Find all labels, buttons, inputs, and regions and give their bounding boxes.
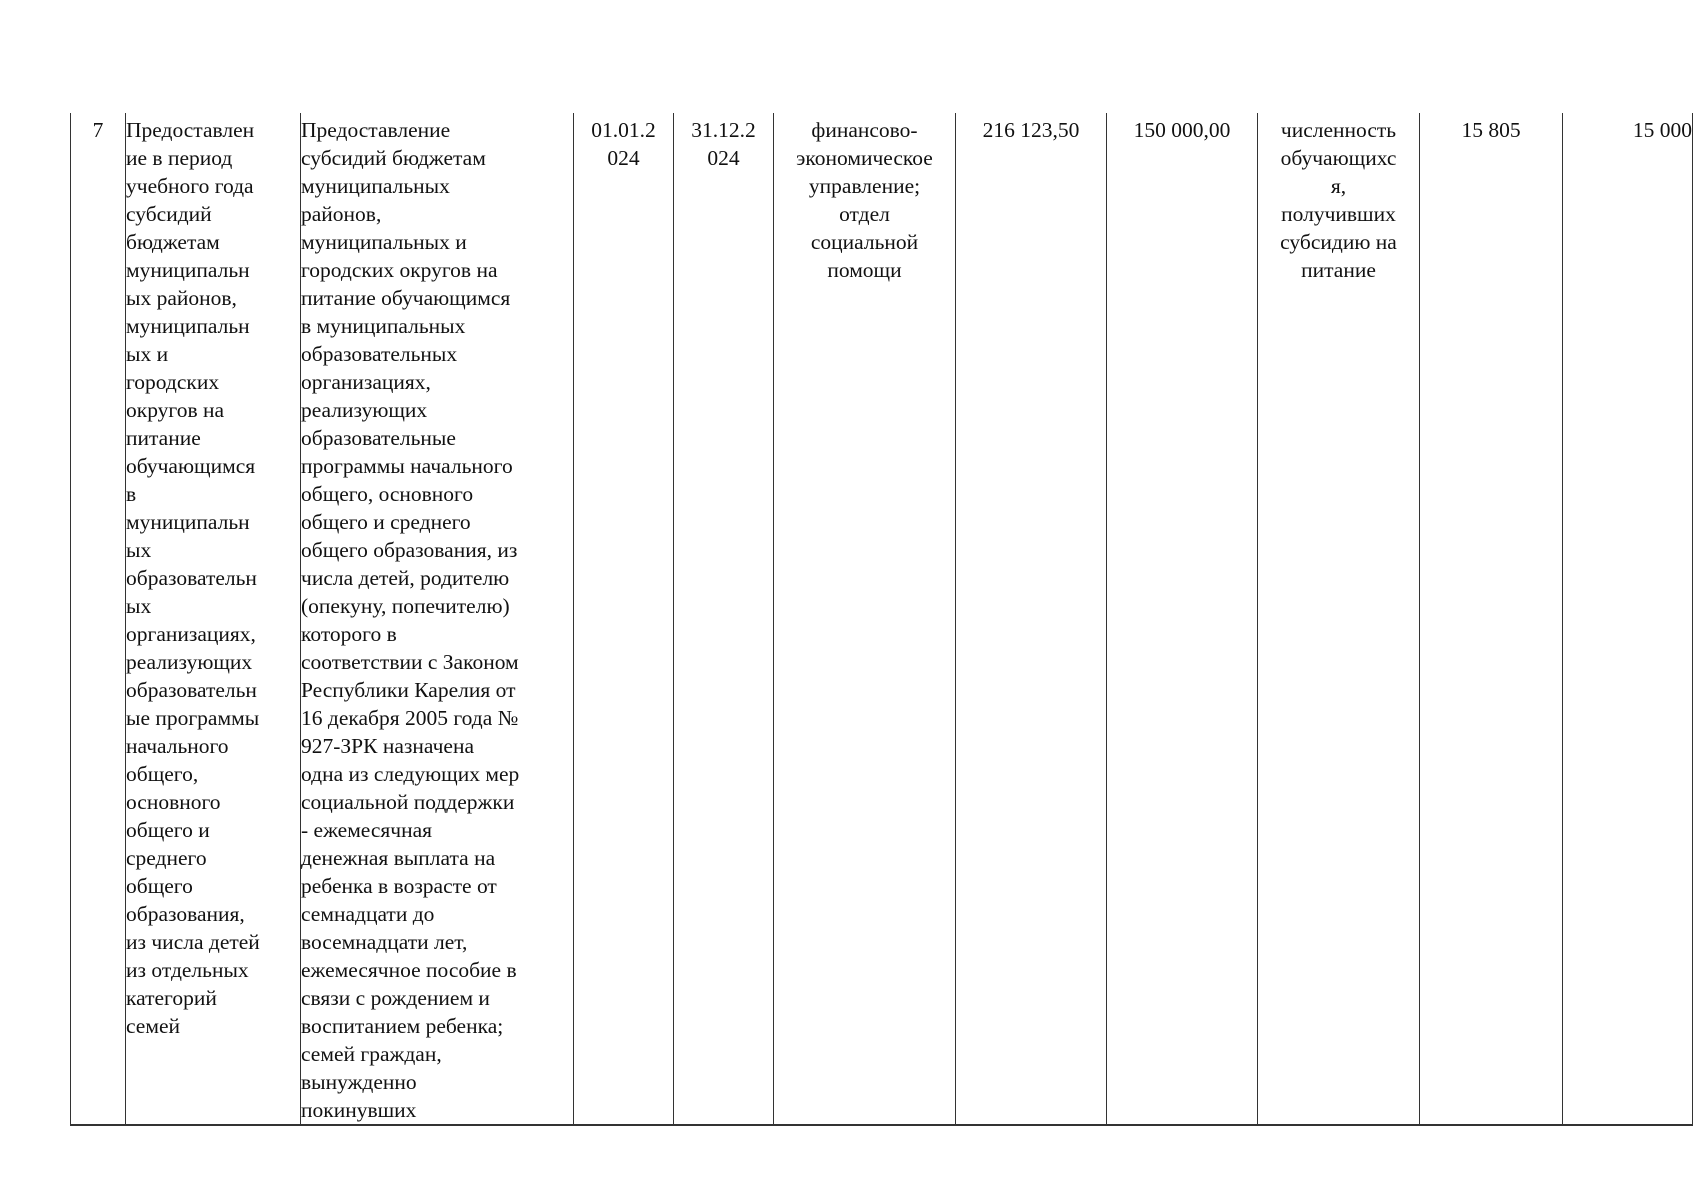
value-1-cell (1420, 113, 1563, 1125)
executor: финансово- экономическое управление; отдел социальной помощи (796, 118, 933, 282)
event-description: Предоставление субсидий бюджетам муниципальных районов, муниципальных и городских округов на питание обучающимся в муниципальных образовательных организациях, реализующих образовательные программы начального общего, основного общего и среднего общего образования, из числа детей, родителю (опекуну, попечителю) которого в соответствии с Законом Республики Карелия от 16 декабря 2005 года № 927-ЗРК назначена одна из следующих мер социальной поддержки - ежемесячная денежная выплата на ребенка в возрасте от семнадцати до восемнадцати лет, ежемесячное пособие в связи с рождением и воспитанием ребенка; семей граждан, вынужденно покинувших (301, 118, 520, 1122)
start-date-cell (574, 113, 674, 1125)
value-2: 15 000 (1632, 118, 1692, 142)
description-cell (301, 113, 574, 1125)
end-date: 31.12.2 024 (691, 118, 756, 170)
amount-1-cell (956, 113, 1107, 1125)
table-row (71, 113, 1693, 1125)
row-number: 7 (92, 118, 104, 142)
row-number-cell (71, 113, 126, 1125)
value-2-cell (1563, 113, 1693, 1125)
indicator-cell (1258, 113, 1420, 1125)
event-name-cell (126, 113, 301, 1125)
value-1: 15 805 (1461, 118, 1521, 142)
amount-1: 216 123,50 (982, 118, 1080, 142)
amount-2-cell (1107, 113, 1258, 1125)
executor-cell (774, 113, 956, 1125)
start-date: 01.01.2 024 (591, 118, 656, 170)
document-table (70, 113, 1693, 1126)
end-date-cell (674, 113, 774, 1125)
amount-2: 150 000,00 (1133, 118, 1231, 142)
event-name: Предоставлен ие в период учебного года субсидий бюджетам муниципальн ых районов, муниципальн ых и городских округов на питание обучающимся в муниципальн ых образовательн ых организациях, реализующих образовательн ые программы начального общего, основного общего и среднего общего образования, из числа детей из отдельных категорий семей (126, 118, 260, 1038)
indicator: численность обучающихс я, получивших субсидию на питание (1280, 118, 1397, 282)
